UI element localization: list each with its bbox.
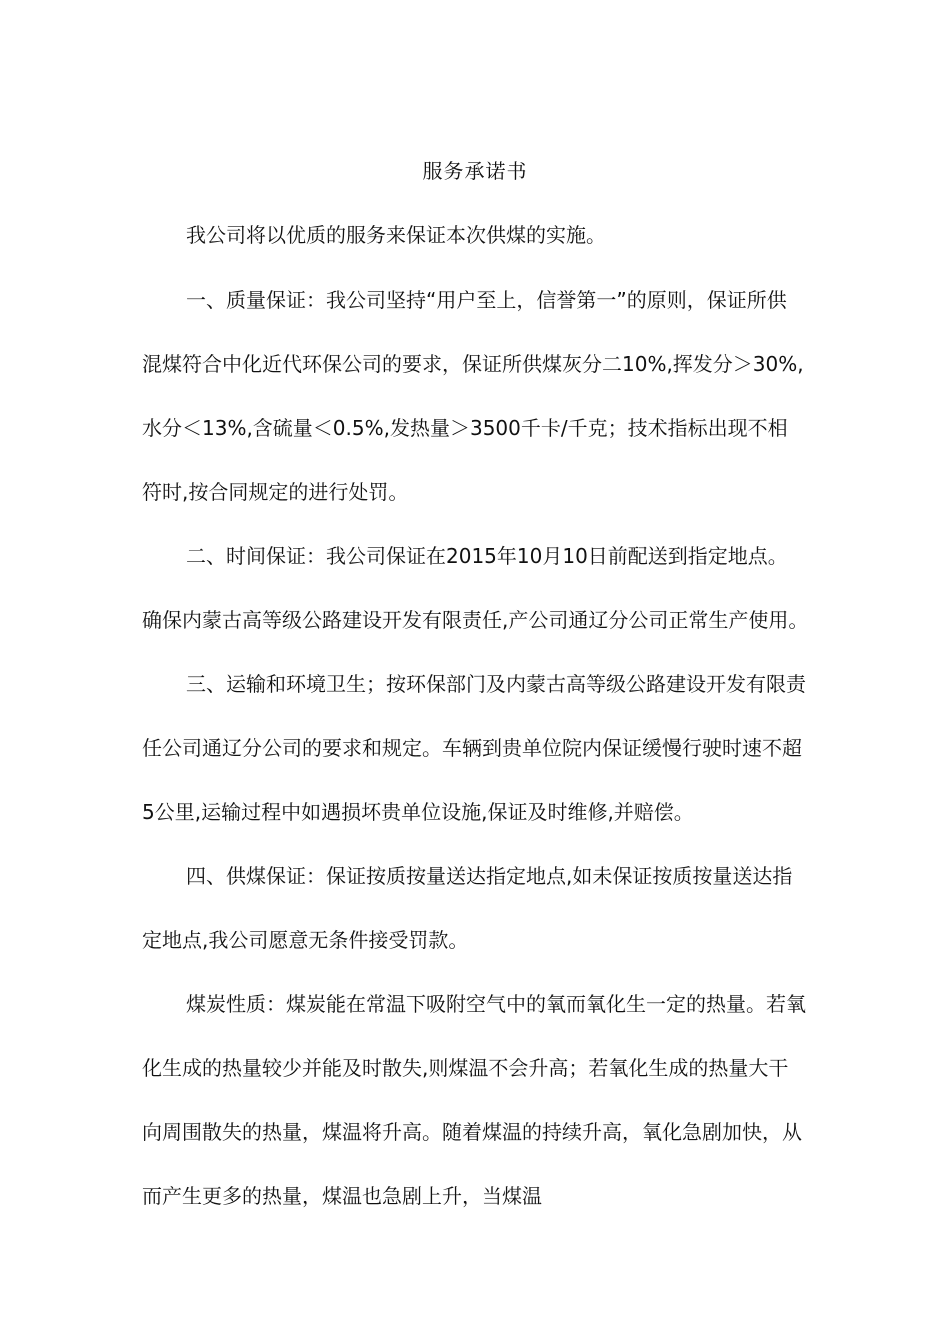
supply-line-1: 四、供煤保证：保证按质按量送达指定地点,如未保证按质按量送达指 bbox=[186, 864, 793, 888]
transport-line-3: 5公里,运输过程中如遇损坏贵单位设施,保证及时维修,并赔偿。 bbox=[142, 800, 694, 824]
supply-line-2: 定地点,我公司愿意无条件接受罚款。 bbox=[142, 928, 469, 952]
coal-property-line-4: 而产生更多的热量，煤温也急剧上升，当煤温 bbox=[142, 1184, 542, 1208]
quality-line-4: 符时,按合同规定的进行处罚。 bbox=[142, 480, 409, 504]
coal-property-line-1: 煤炭性质：煤炭能在常温下吸附空气中的氧而氧化生一定的热量。若氧 bbox=[186, 992, 806, 1016]
coal-property-line-2: 化生成的热量较少并能及时散失,则煤温不会升高；若氧化生成的热量大干 bbox=[142, 1056, 789, 1080]
transport-line-1: 三、运输和环境卫生；按环保部门及内蒙古高等级公路建设开发有限责 bbox=[186, 672, 806, 696]
quality-line-2: 混煤符合中化近代环保公司的要求，保证所供煤灰分二10%,挥发分＞30%, bbox=[142, 352, 804, 376]
coal-property-line-3: 向周围散失的热量，煤温将升高。随着煤温的持续升高，氧化急剧加快，从 bbox=[142, 1120, 802, 1144]
time-line-2: 确保内蒙古高等级公路建设开发有限责任,产公司通辽分公司正常生产使用。 bbox=[142, 608, 809, 632]
time-line-1: 二、时间保证：我公司保证在2015年10月10日前配送到指定地点。 bbox=[186, 544, 788, 568]
transport-line-2: 任公司通辽分公司的要求和规定。车辆到贵单位院内保证缓慢行驶时速不超 bbox=[142, 736, 802, 760]
intro-line: 我公司将以优质的服务来保证本次供煤的实施。 bbox=[186, 223, 606, 247]
document-title: 服务承诺书 bbox=[422, 159, 528, 183]
quality-line-1: 一、质量保证：我公司坚持“用户至上，信誉第一”的原则，保证所供 bbox=[186, 288, 787, 312]
quality-line-3: 水分＜13%,含硫量＜0.5%,发热量＞3500千卡/千克；技术指标出现不相 bbox=[142, 416, 788, 440]
